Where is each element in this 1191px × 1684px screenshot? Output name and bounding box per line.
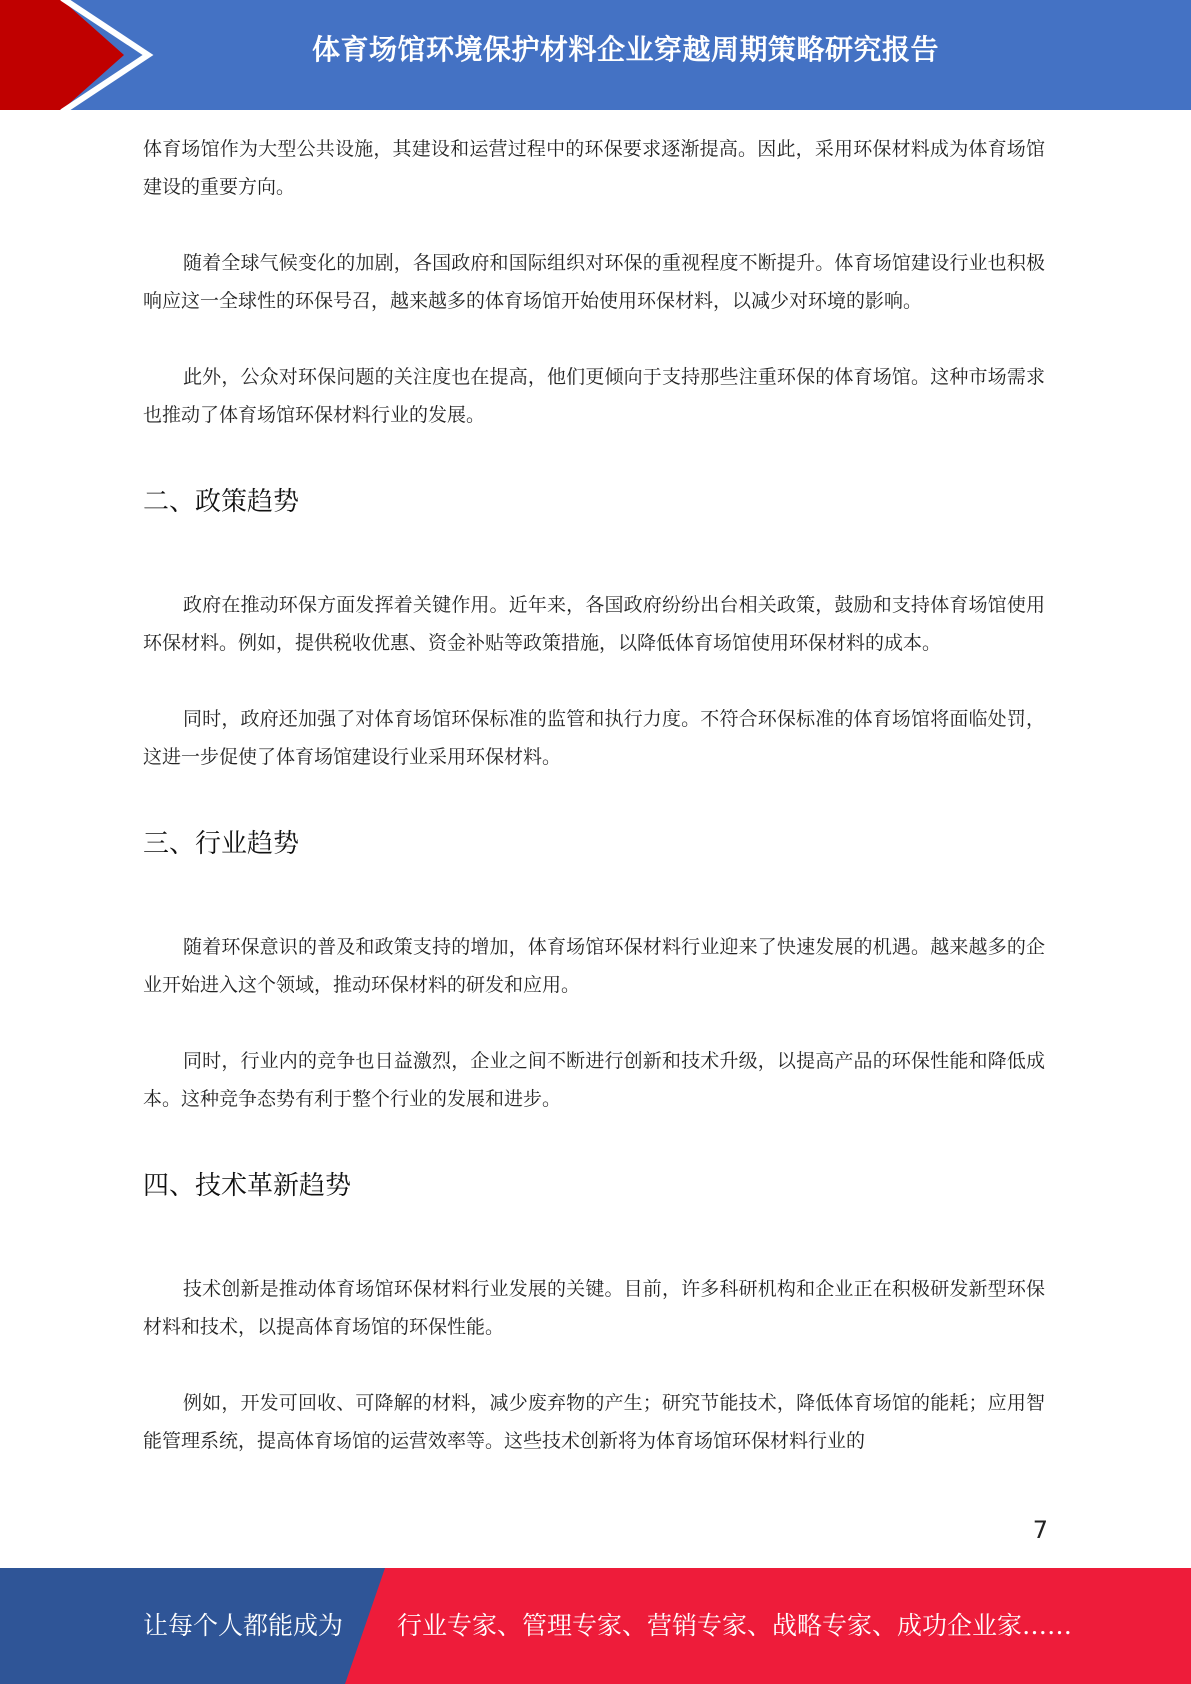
report-title: 体育场馆环境保护材料企业穿越周期策略研究报告	[311, 33, 939, 66]
intro-paragraph-3: 此外，公众对环保问题的关注度也在提高，他们更倾向于支持那些注重环保的体育场馆。这种市场需求也推动了体育场馆环保材料行业的发展。	[143, 366, 1045, 426]
industry-paragraph-1: 随着环保意识的普及和政策支持的增加，体育场馆环保材料行业迎来了快速发展的机遇。越来越多的企业开始进入这个领域，推动环保材料的研发和应用。	[143, 936, 1045, 996]
industry-paragraph-2: 同时，行业内的竞争也日益激烈，企业之间不断进行创新和技术升级，以提高产品的环保性能和降低成本。这种竞争态势有利于整个行业的发展和进步。	[143, 1050, 1045, 1110]
header-bar	[0, 0, 1191, 110]
intro-paragraph-1: 体育场馆作为大型公共设施，其建设和运营过程中的环保要求逐渐提高。因此，采用环保材料成为体育场馆建设的重要方向。	[143, 138, 1045, 198]
footer-slogan-left: 让每个人都能成为	[143, 1611, 344, 1640]
document-body	[143, 130, 1045, 1460]
footer-slogan-right: 行业专家、管理专家、营销专家、战略专家、成功企业家……	[397, 1611, 1073, 1640]
tech-paragraph-2: 例如，开发可回收、可降解的材料，减少废弃物的产生；研究节能技术，降低体育场馆的能耗；应用智能管理系统，提高体育场馆的运营效率等。这些技术创新将为体育场馆环保材料行业的	[143, 1392, 1045, 1452]
section-heading-policy: 二、政策趋势	[143, 487, 300, 517]
policy-paragraph-2: 同时，政府还加强了对体育场馆环保标准的监管和执行力度。不符合环保标准的体育场馆将面临处罚，这进一步促使了体育场馆建设行业采用环保材料。	[143, 708, 1045, 768]
footer-bar	[0, 1568, 1191, 1684]
section-heading-tech: 四、技术革新趋势	[143, 1171, 352, 1201]
page-number: 7	[1032, 1516, 1048, 1544]
header-arrow-icon	[0, 0, 160, 110]
policy-paragraph-1: 政府在推动环保方面发挥着关键作用。近年来，各国政府纷纷出台相关政策，鼓励和支持体育场馆使用环保材料。例如，提供税收优惠、资金补贴等政策措施，以降低体育场馆使用环保材料的成本。	[143, 594, 1045, 654]
section-heading-industry: 三、行业趋势	[143, 829, 300, 859]
tech-paragraph-1: 技术创新是推动体育场馆环保材料行业发展的关键。目前，许多科研机构和企业正在积极研发新型环保材料和技术，以提高体育场馆的环保性能。	[143, 1278, 1045, 1338]
intro-paragraph-2: 随着全球气候变化的加剧，各国政府和国际组织对环保的重视程度不断提升。体育场馆建设行业也积极响应这一全球性的环保号召，越来越多的体育场馆开始使用环保材料，以减少对环境的影响。	[143, 252, 1045, 312]
